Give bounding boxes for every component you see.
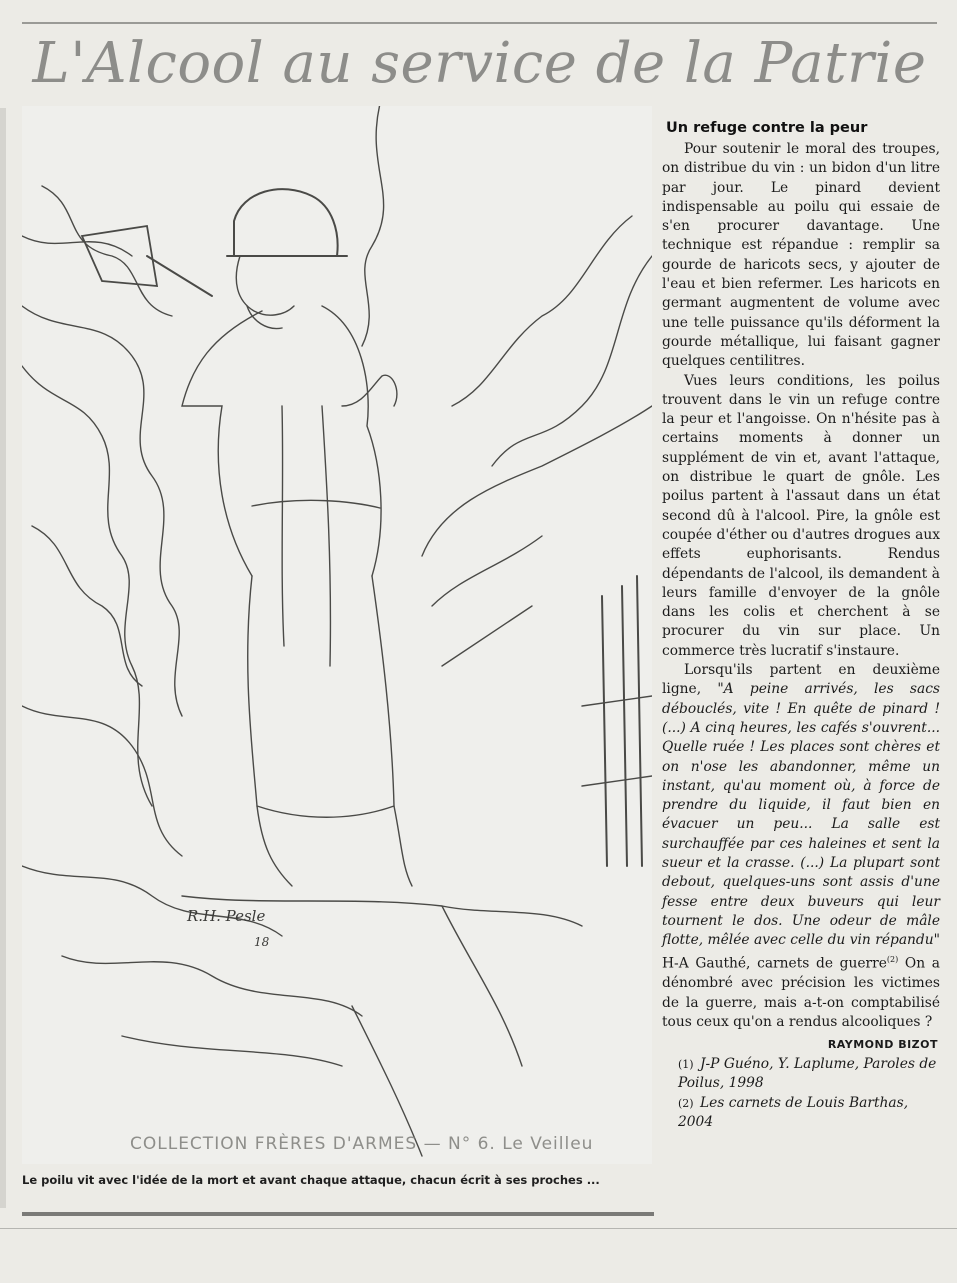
paragraph-3-quote: "A peine arrivés, les sacs débouclés, vite ! En quête de pinard ! (...) A cinq heures, les cafés s'ouvrent... Quelle ruée ! Les places sont chères et on n'ose les abandonner, même un instant, qu'au moment où, à force de prendre du liquide, il faut bien en évacuer un peu... La salle est surchauffée par ces haleines et sent la sueur et la crasse. (...) La plupart sont debout, quelques-uns sont assis d'une fesse entre deux buveurs qui leur tournent le dos. Une odeur de mâle flotte, mêlée avec celle du vin répandu" (662, 681, 941, 949)
paragraph-2: Vues leurs conditions, les poilus trouvent dans le vin un refuge contre la peur et l'angoisse. On n'hésite pas à certains moments à donner un supplément de vin et, avant l'attaque, on distribue le quart de gnôle. Les poilus partent à l'assaut dans un état second dû à l'alcool. Pire, la gnôle est coupée d'éther ou d'autres drogues aux effets euphorisants. Rendus dépendants de l'alcool, ils demandent à leurs famille d'envoyer de la gnôle dans les colis et cherchent à se procurer du vin sur place. Un commerce très lucratif s'instaure. (662, 372, 940, 659)
paragraph-3-intro: Lorsqu'ils partent en deuxième ligne, (662, 662, 940, 698)
section-title: Un refuge contre la peur (666, 120, 868, 136)
footnote-1-mark: (1) (678, 1058, 694, 1072)
page-fold-line (0, 1228, 957, 1229)
footnote-2-mark: (2) (678, 1097, 694, 1111)
artist-signature: R.H. Pesle (187, 907, 266, 925)
illustration (22, 106, 652, 1164)
footnote-1 (678, 1055, 940, 1093)
top-rule (22, 22, 937, 24)
paragraph-1: Pour soutenir le moral des troupes, on distribue du vin : un bidon d'un litre par jour. Le pinard devient indispensable au poilu qui essaie de s'en procurer davantage. Une technique est répandue : remplir sa gourde de haricots secs, y ajouter de l'eau et bien refermer. Les haricots en germant augmentent de volume avec une telle puissance qu'ils déforment la gourde métallique, lui faisant gagner quelques centilitres. (662, 141, 940, 370)
soldier-sketch (22, 106, 652, 1164)
signature-year: 18 (254, 935, 270, 949)
footnote-2 (678, 1094, 940, 1132)
paragraph-3-end: On a dénombré avec précision les victimes de la guerre, mais a-t-on comptabilisé tous ceux qu'on a rendus alcooliques ? (662, 956, 940, 1030)
footnote-1-text: J-P Guéno, Y. Laplume, Paroles de Poilus, 1998 (678, 1056, 937, 1092)
paragraph-3-source: H-A Gauthé, carnets de guerre (662, 956, 887, 973)
paragraph-3 (662, 661, 940, 1032)
page-edge (0, 108, 6, 1208)
photo-caption: Le poilu vit avec l'idée de la mort et avant chaque attaque, chacun écrit à ses proches ... (22, 1173, 600, 1187)
byline: RAYMOND BIZOT (827, 1038, 938, 1052)
series-caption: COLLECTION FRÈRES D'ARMES — N° 6. Le Veilleu (130, 1134, 594, 1154)
footnote-marker: (2) (886, 955, 899, 965)
bottom-rule (22, 1212, 654, 1216)
footnote-2-text: Les carnets de Louis Barthas, 2004 (678, 1095, 909, 1131)
article-column (662, 118, 940, 1218)
headline: L'Alcool au service de la Patrie (32, 31, 927, 96)
